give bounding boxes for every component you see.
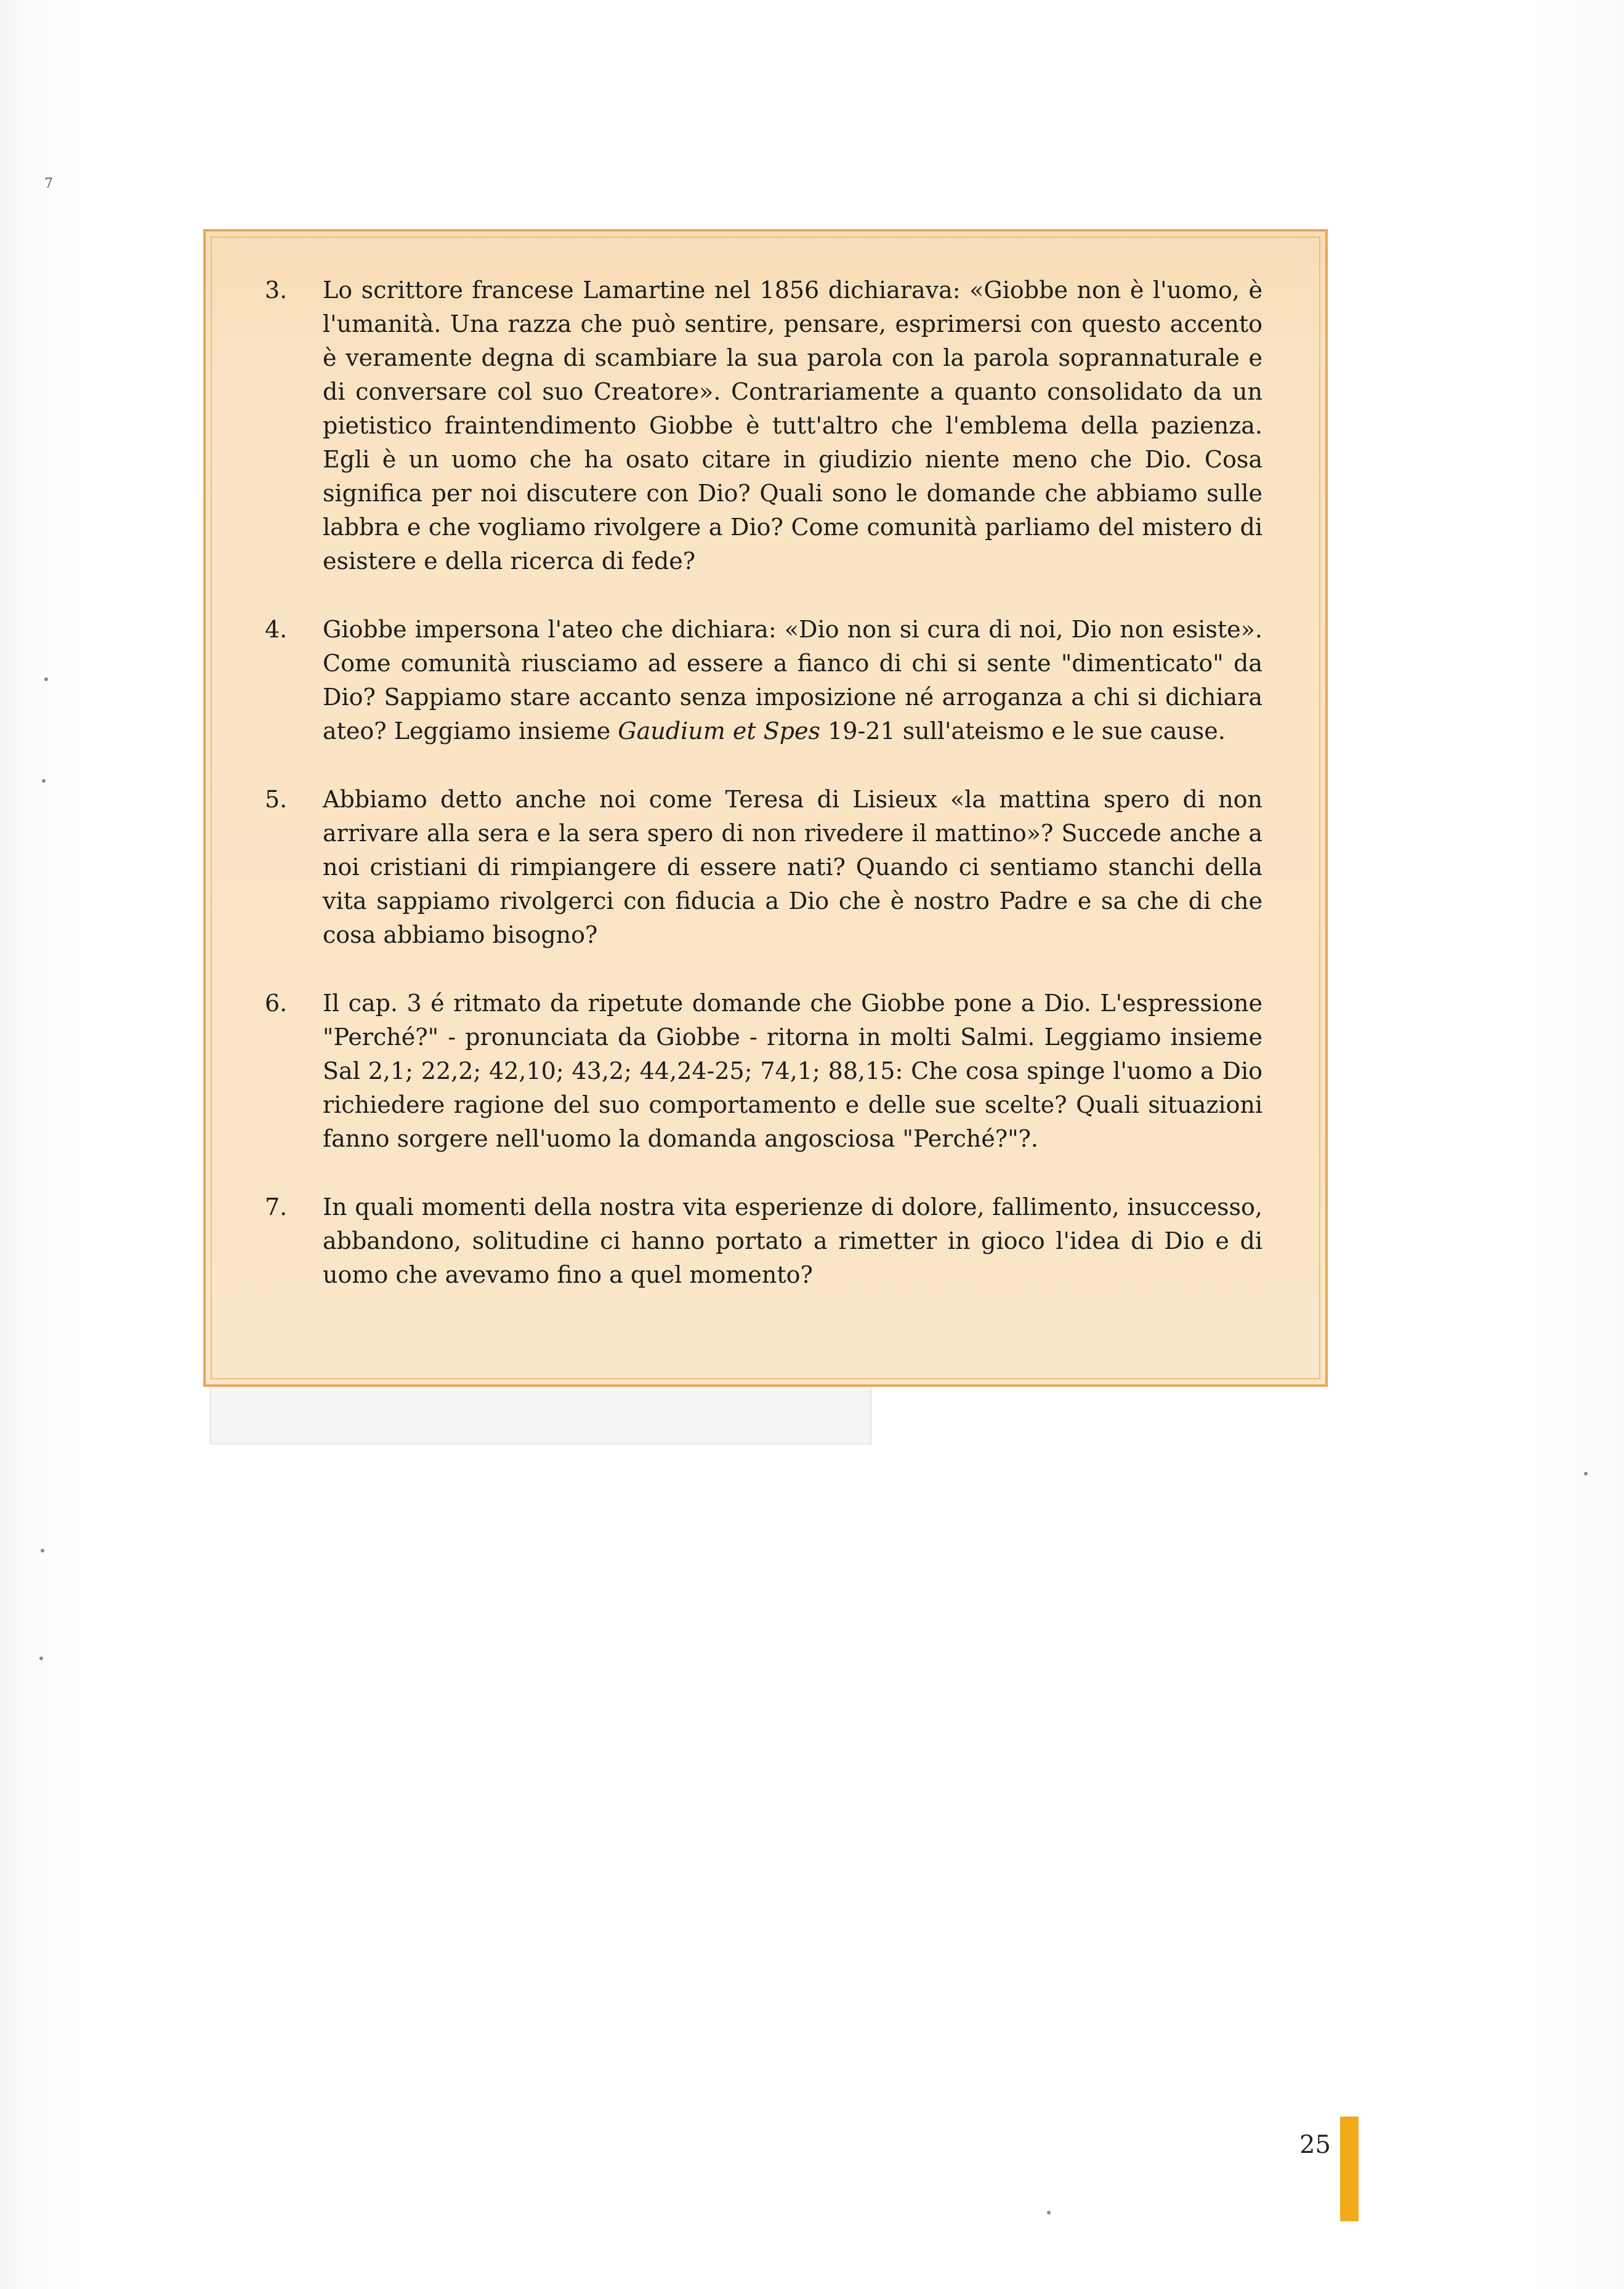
question-item <box>265 613 1262 748</box>
page-number: 25 <box>1299 2131 1331 2159</box>
question-item <box>265 987 1262 1156</box>
scan-speck <box>1047 2211 1051 2214</box>
question-number: 7. <box>265 1193 288 1221</box>
scan-speck <box>42 779 46 783</box>
question-text: In quali momenti della nostra vita esperienze di dolore, fallimento, insuccesso, abbandono, solitudine ci hanno portato a rimetter in gioco l'idea di Dio e di uomo che avevamo fino a quel momento? <box>323 1193 1262 1288</box>
question-text-part: Giobbe impersona l'ateo che dichiara: «Dio non si cura di noi, Dio non esiste». Come comunità riusciamo ad essere a fianco di chi si sente "dimenticato" da Dio? Sappiamo stare accanto senza imposizione né arroganza a chi si dichiara ateo? Leggiamo insieme <box>323 616 1262 745</box>
scan-speck <box>41 1549 44 1552</box>
questions-list <box>265 273 1262 1326</box>
question-item <box>265 273 1262 578</box>
question-text: Abbiamo detto anche noi come Teresa di Lisieux «la mattina spero di non arrivare alla sera e la sera spero di non rivedere il mattino»? Succede anche a noi cristiani di rimpiangere di essere nati? Quando ci sentiamo stanchi della vita sappiamo rivolgerci con fiducia a Dio che è nostro Padre e sa che di che cosa abbiamo bisogno? <box>323 786 1262 948</box>
question-number: 3. <box>265 277 288 304</box>
question-item <box>265 783 1262 952</box>
question-text: Lo scrittore francese Lamartine nel 1856 dichiarava: «Giobbe non è l'uomo, è l'umanità. Una razza che può sentire, pensare, esprimersi con questo accento è veramente degna di scambiare la sua parola con la parola soprannaturale e di conversare col suo Creatore». Contrariamente a quanto consolidato da un pietistico fraintendimento Giobbe è tutt'altro che l'emblema della pazienza. Egli è un uomo che ha osato citare in giudizio niente meno che Dio. Cosa significa per noi discutere con Dio? Quali sono le domande che abbiamo sulle labbra e che vogliamo rivolgere a Dio? Come comunità parliamo del mistero di esistere e della ricerca di fede? <box>323 277 1262 575</box>
question-text: Il cap. 3 é ritmato da ripetute domande che Giobbe pone a Dio. L'espressione "Perché?" - pronunciata da Giobbe - ritorna in molti Salmi. Leggiamo insieme Sal 2,1; 22,2; 42,10; 43,2; 44,24-25; 74,1; 88,15: Che cosa spinge l'uomo a Dio richiedere ragione del suo comportamento e delle sue scelte? Quali situazioni fanno sorgere nell'uomo la domanda angosciosa "Perché?"?. <box>323 990 1262 1152</box>
question-number: 5. <box>265 786 288 813</box>
question-number: 4. <box>265 616 288 643</box>
corner-mark: 7 <box>44 176 53 192</box>
questions-box <box>203 229 1328 1387</box>
scan-speck <box>44 677 48 681</box>
question-item <box>265 1190 1262 1292</box>
document-title-italic: Gaudium et Spes <box>618 717 821 745</box>
question-text <box>323 613 1262 748</box>
page-tab-marker <box>1340 2117 1359 2221</box>
question-text-part: 19-21 sull'ateismo e le sue cause. <box>820 717 1226 745</box>
scan-speck <box>1584 1472 1588 1476</box>
scan-speck <box>39 1657 43 1660</box>
question-number: 6. <box>265 990 288 1017</box>
